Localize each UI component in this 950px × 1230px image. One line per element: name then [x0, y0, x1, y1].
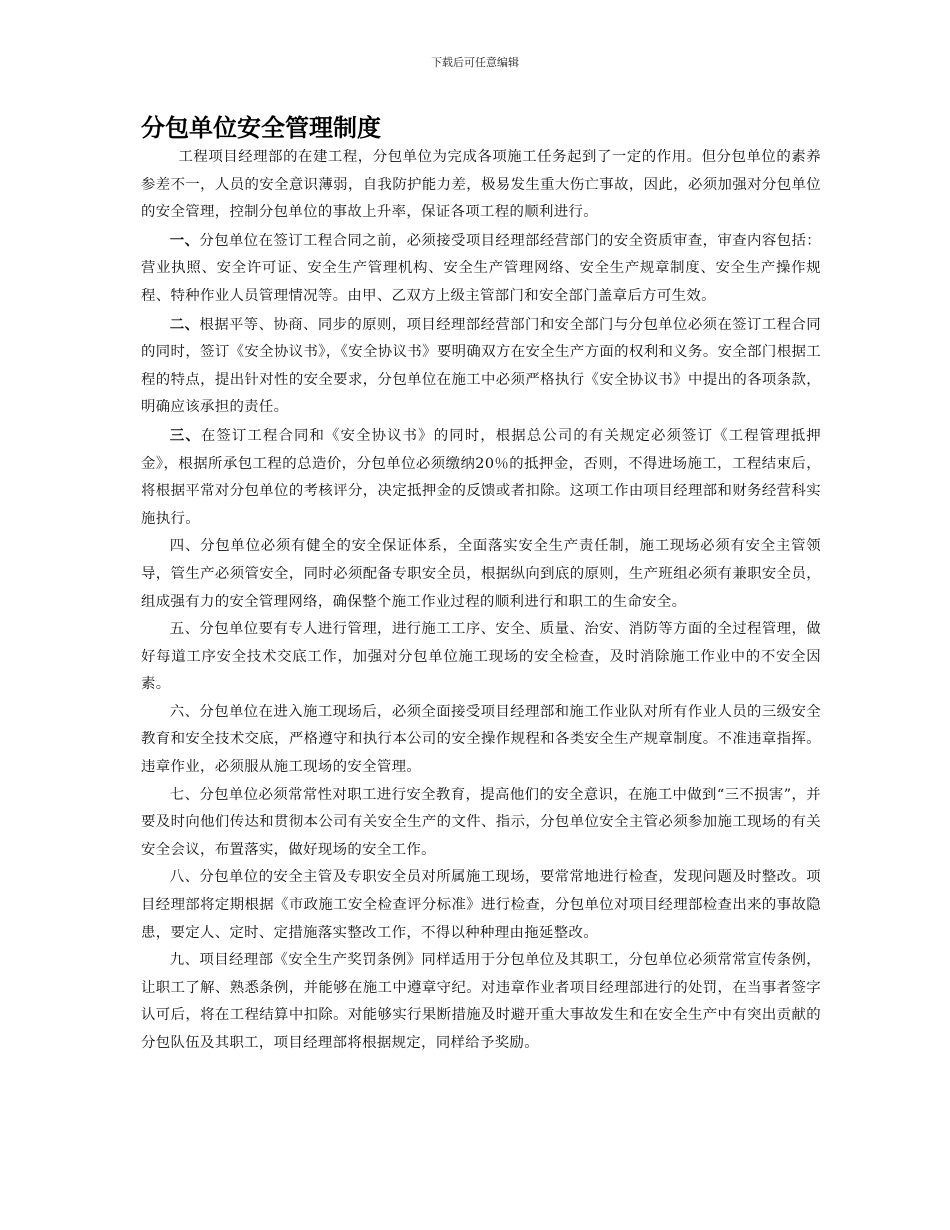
clause-paragraph-5 [141, 616, 821, 699]
clause-paragraph-1 [141, 227, 821, 311]
intro-paragraph: 工程项目经理部的在建工程，分包单位为完成各项施工任务起到了一定的作用。但分包单位的素养参差不一，人员的安全意识薄弱，自我防护能力差，极易发生重大伤亡事故，因此，必须加强对分包单位的安全管理，控制分包单位的事故上升率，保证各项工程的顺利进行。 [141, 149, 821, 221]
page-header-note: 下载后可任意编辑 [431, 56, 519, 69]
clause-paragraph-7 [141, 782, 821, 865]
paragraph-list [141, 144, 821, 1058]
clause-paragraph-3 [141, 422, 821, 533]
clause-text: 五、分包单位要有专人进行管理，进行施工工序、安全、质量、治安、消防等方面的全过程管理，做好每道工序安全技术交底工作，加强对分包单位施工现场的安全检查，及时消除施工作业中的不安全因素。 [141, 621, 821, 693]
clause-paragraph-4 [141, 533, 821, 616]
clause-paragraph-8 [141, 864, 821, 947]
clause-text: 七、分包单位必须常常性对职工进行安全教育，提高他们的安全意识，在施工中做到“三不损害”，并要及时向他们传达和贯彻本公司有关安全生产的文件、指示，分包单位安全主管必须参加施工现场的有关安全会议，布置落实，做好现场的安全工作。 [141, 786, 821, 858]
clause-number: 一、 [169, 231, 200, 249]
clause-text: 九、项目经理部《安全生产奖罚条例》同样适用于分包单位及其职工，分包单位必须常常宣传条例，让职工了解、熟悉条例，并能够在施工中遵章守纪。对违章作业者项目经理部进行的处罚，在当事者签字认可后，将在工程结算中扣除。对能够实行果断措施及时避开重大事故发生和在安全生产中有突出贡献的分包队伍及其职工，项目经理部将根据规定，同样给予奖励。 [141, 952, 821, 1051]
clause-text: 四、分包单位必须有健全的安全保证体系，全面落实安全生产责任制，施工现场必须有安全主管领导，管生产必须管安全，同时必须配备专职安全员，根据纵向到底的原则，生产班组必须有兼职安全员，组成强有力的安全管理网络，确保整个施工作业过程的顺利进行和职工的生命安全。 [141, 538, 821, 610]
clause-number: 三、 [169, 426, 201, 444]
clause-text: 在签订工程合同和《安全协议书》的同时，根据总公司的有关规定必须签订《工程管理抵押金》，根据所承包工程的总造价，分包单位必须缴纳20％的抵押金，否则，不得进场施工，工程结束后，将根据平常对分包单位的考核评分，决定抵押金的反馈或者扣除。这项工作由项目经理部和财务经营科实施执行。 [141, 427, 821, 527]
clause-paragraph-9 [141, 947, 821, 1057]
clause-paragraph-2 [141, 311, 821, 422]
clause-paragraph-6 [141, 699, 821, 782]
clause-text: 六、分包单位在进入施工现场后，必须全面接受项目经理部和施工作业队对所有作业人员的三级安全教育和安全技术交底，严格遵守和执行本公司的安全操作规程和各类安全生产规章制度。不准违章指挥。违章作业，必须服从施工现场的安全管理。 [141, 703, 821, 776]
clause-text: 根据平等、协商、同步的原则，项目经理部经营部门和安全部门与分包单位必须在签订工程合同的同时，签订《安全协议书》，《安全协议书》要明确双方在安全生产方面的权利和义务。安全部门根据工程的特点，提出针对性的安全要求，分包单位在施工中必须严格执行《安全协议书》中提出的各项条款，明确应该承担的责任。 [141, 316, 822, 416]
document-title: 分包单位安全管理制度 [141, 114, 381, 142]
document-body [141, 112, 821, 1058]
clause-text: 八、分包单位的安全主管及专职安全员对所属施工现场，要常常地进行检查，发现问题及时整改。项目经理部将定期根据《市政施工安全检查评分标准》进行检查，分包单位对项目经理部检查出来的事故隐患，要定人、定时、定措施落实整改工作，不得以种种理由拖延整改。 [141, 869, 821, 941]
clause-number: 二、 [169, 315, 200, 333]
clause-text: 分包单位在签订工程合同之前，必须接受项目经理部经营部门的安全资质审查，审查内容包括：营业执照、安全许可证、安全生产管理机构、安全生产管理网络、安全生产规章制度、安全生产操作规程、特种作业人员管理情况等。由甲、乙双方上级主管部门和安全部门盖章后方可生效。 [141, 232, 822, 304]
